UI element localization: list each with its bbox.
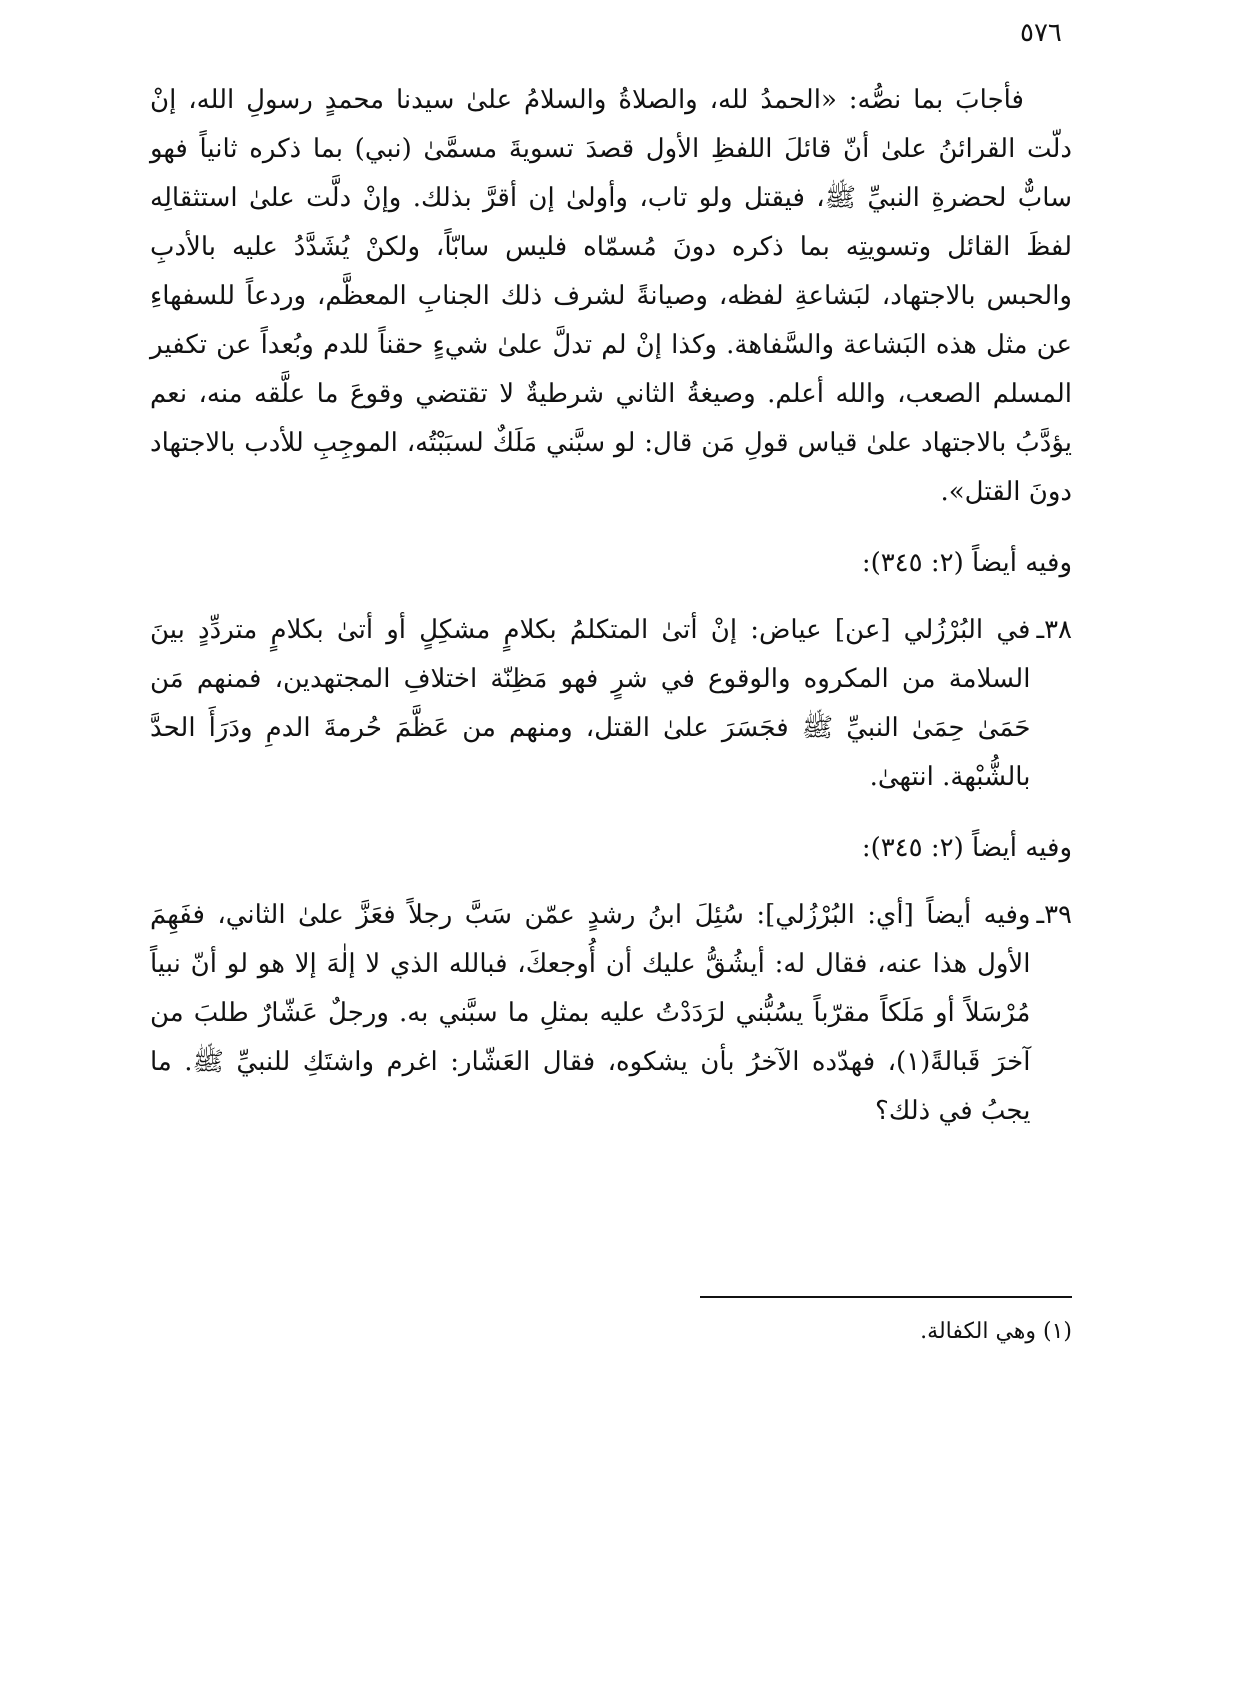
main-text-block — [150, 76, 1072, 1136]
entry-38-number: ٣٨ـ — [1036, 615, 1072, 645]
answer-paragraph: فأجابَ بما نصُّه: «الحمدُ لله، والصلاةُ والسلامُ علىٰ سيدنا محمدٍ رسولِ الله، إنْ دلّت القرائنُ علىٰ أنّ قائلَ اللفظِ الأول قصدَ تسويةَ مسمَّىٰ (نبي) بما ذكره ثانياً فهو سابٌّ لحضرةِ النبيِّ ﷺ، فيقتل ولو تاب، وأولىٰ إن أقرَّ بذلك. وإنْ دلَّت علىٰ استثقالِه لفظَ القائل وتسويتِه بما ذكره دونَ مُسمّاه فليس سابّاً، ولكنْ يُشَدَّدُ عليه بالأدبِ والحبس بالاجتهاد، لبَشاعةِ لفظه، وصيانةً لشرف ذلك الجنابِ المعظَّم، وردعاً للسفهاءِ عن مثل هذه البَشاعة والسَّفاهة. وكذا إنْ لم تدلَّ علىٰ شيءٍ حقناً للدم وبُعداً عن تكفير المسلم الصعب، والله أعلم. وصيغةُ الثاني شرطيةٌ لا تقتضي وقوعَ ما علَّقه منه، نعم يؤدَّبُ بالاجتهاد علىٰ قياس قولِ مَن قال: لو سبَّني مَلَكٌ لسبَبْتُه، الموجِبِ للأدب بالاجتهاد دونَ القتل». — [150, 85, 1072, 507]
entry-39-text: وفيه أيضاً [أي: البُرْزُلي]: سُئِلَ ابنُ رشدٍ عمّن سَبَّ رجلاً فعَزَّ علىٰ الثاني، ففَهِمَ الأول هذا عنه، فقال له: أيشُقُّ عليك أن أُوجعكَ، فبالله الذي لا إلٰهَ إلا هو لو أنّ نبياً مُرْسَلاً أو مَلَكاً مقرّباً يسُبُّني لرَدَدْتُ عليه بمثلِ ما سبَّني به. ورجلٌ عَشّارٌ طلبَ من آخرَ قَبالةً(١)، فهدّده الآخرُ بأن يشكوه، فقال العَشّار: اغرم واشتَكِ للنبيِّ ﷺ. ما يجبُ في ذلك؟ — [150, 900, 1031, 1126]
entry-39-number: ٣٩ـ — [1036, 900, 1072, 930]
reference-line-1: وفيه أيضاً (٢: ٣٤٥): — [861, 548, 1072, 578]
footnote-divider — [700, 1296, 1072, 1298]
entry-39 — [150, 891, 1072, 1136]
page-number: ٥٧٦ — [1020, 18, 1062, 48]
entry-38-text: في البُرْزُلي [عن] عياض: إنْ أتىٰ المتكلمُ بكلامٍ مشكِلٍ أو أتىٰ بكلامٍ متردِّدٍ بينَ السلامة من المكروه والوقوع في شرٍ فهو مَظِنّة اختلافِ المجتهدين، فمنهم مَن حَمَىٰ حِمَىٰ النبيِّ ﷺ فجَسَرَ علىٰ القتل، ومنهم من عَظَّمَ حُرمةَ الدمِ ودَرَأَ الحدَّ بالشُّبْهة. انتهىٰ. — [150, 615, 1031, 792]
footnote-1: (١) وهي الكفالة. — [920, 1319, 1072, 1344]
entry-38 — [150, 606, 1072, 802]
reference-line-2: وفيه أيضاً (٢: ٣٤٥): — [861, 833, 1072, 863]
